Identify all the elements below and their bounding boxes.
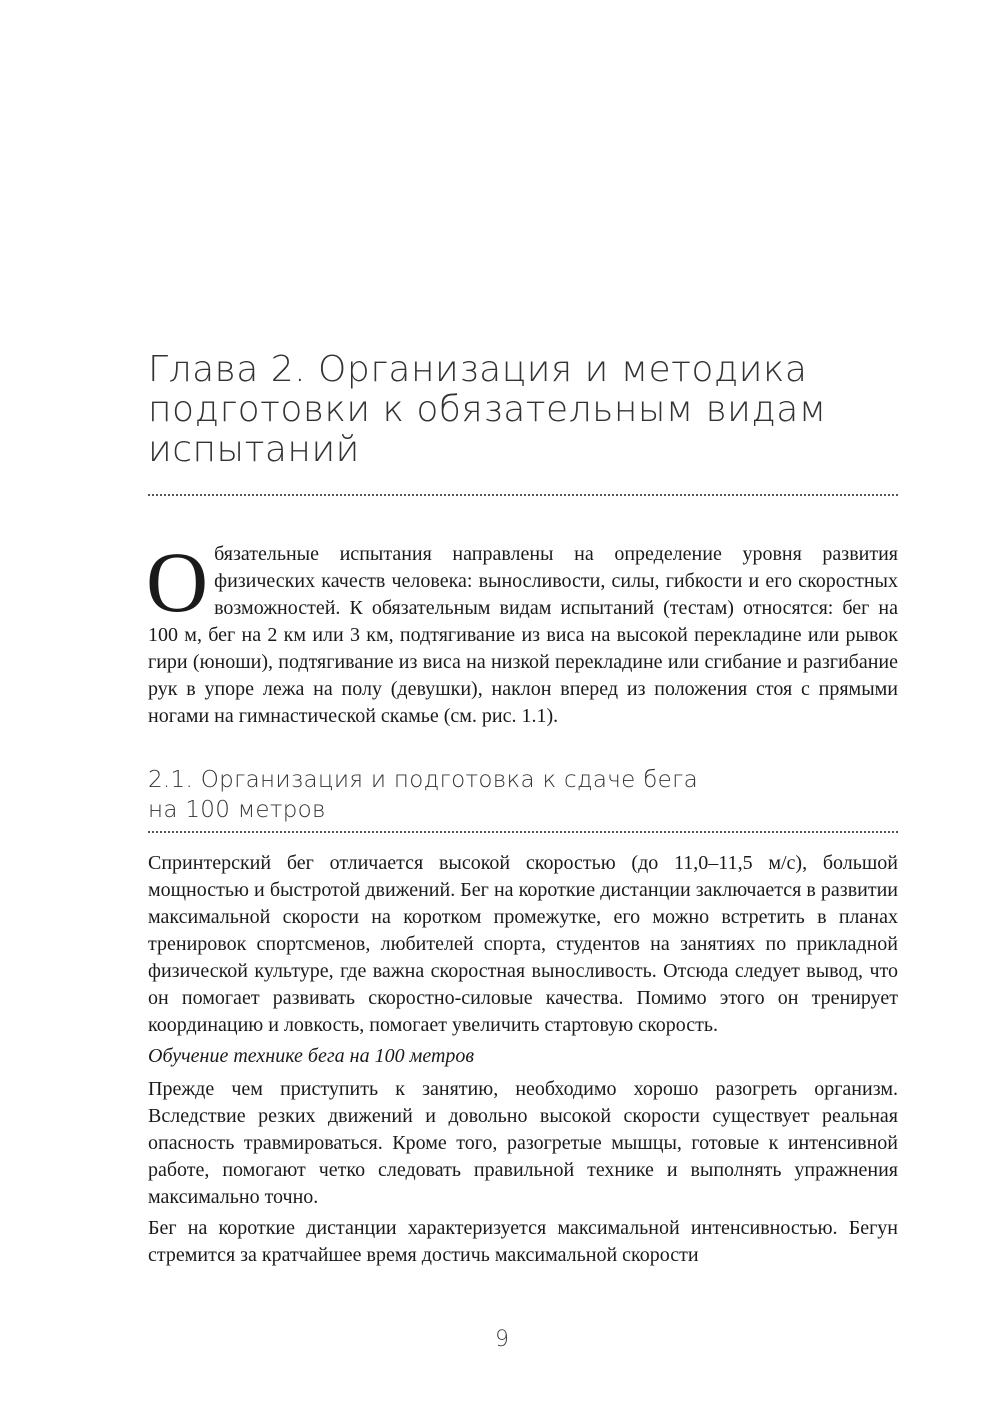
section-body: [148, 850, 898, 1273]
intro-text: бязательные испытания направлены на определение уровня развития физических качеств человека: выносливости, силы, гибкости и его скоростных возможностей. К обязательным видам испытаний (тестам) относятся: бег на 100 м, бег на 2 км или 3 км, подтягивание из виса на высокой перекладине или рывок гири (юноши), подтягивание из виса на низкой перекладине или сгибание и разгибание рук в упоре лежа на полу (девушки), наклон вперед из положения стоя с прямыми ногами на гимнастической скамье (см. рис. 1.1).: [148, 543, 898, 727]
section-title-divider: [148, 831, 898, 833]
subheading: Обучение технике бега на 100 метров: [148, 1045, 475, 1067]
section-title-line: на 100 метров: [148, 797, 326, 823]
body-paragraph: Бег на короткие дистанции характеризуется максимальной интенсивностью. Бегун стремится за кратчайшее время достичь максимальной скорости: [148, 1217, 898, 1266]
body-paragraph: Спринтерский бег отличается высокой скоростью (до 11,0–11,5 м/с), большой мощностью и быстротой движений. Бег на короткие дистанции заключается в развитии максимальной скорости на коротком промежутке, его можно встретить в планах тренировок спортсменов, любителей спорта, студентов на занятиях по прикладной физической культуре, где важна скоростная выносливость. Отсюда следует вывод, что он помогает развивать скоростно-силовые качества. Помимо этого он тренирует координацию и ловкость, помогает увеличить стартовую скорость.: [148, 852, 898, 1036]
drop-cap: О: [146, 534, 209, 630]
chapter-title-divider: [148, 494, 898, 496]
body-paragraph: Прежде чем приступить к занятию, необходимо хорошо разогреть организм. Вследствие резких движений и довольно высокой скорости существует реальная опасность травмироваться. Кроме того, разогретые мышцы, готовые к интенсивной работе, помогают четко следовать правильной технике и выполнять упражнения максимально точно.: [148, 1078, 898, 1208]
section-title-line: 2.1. Организация и подготовка к сдаче бега: [148, 767, 699, 793]
intro-paragraph: [146, 534, 898, 730]
chapter-title: [148, 350, 908, 470]
section-title: [148, 765, 898, 825]
page-number: 9: [495, 1327, 509, 1352]
chapter-title-line: Глава 2. Организация и методика: [148, 349, 808, 390]
chapter-title-line: подготовки к обязательным видам: [148, 389, 827, 430]
chapter-title-line: испытаний: [148, 429, 360, 470]
